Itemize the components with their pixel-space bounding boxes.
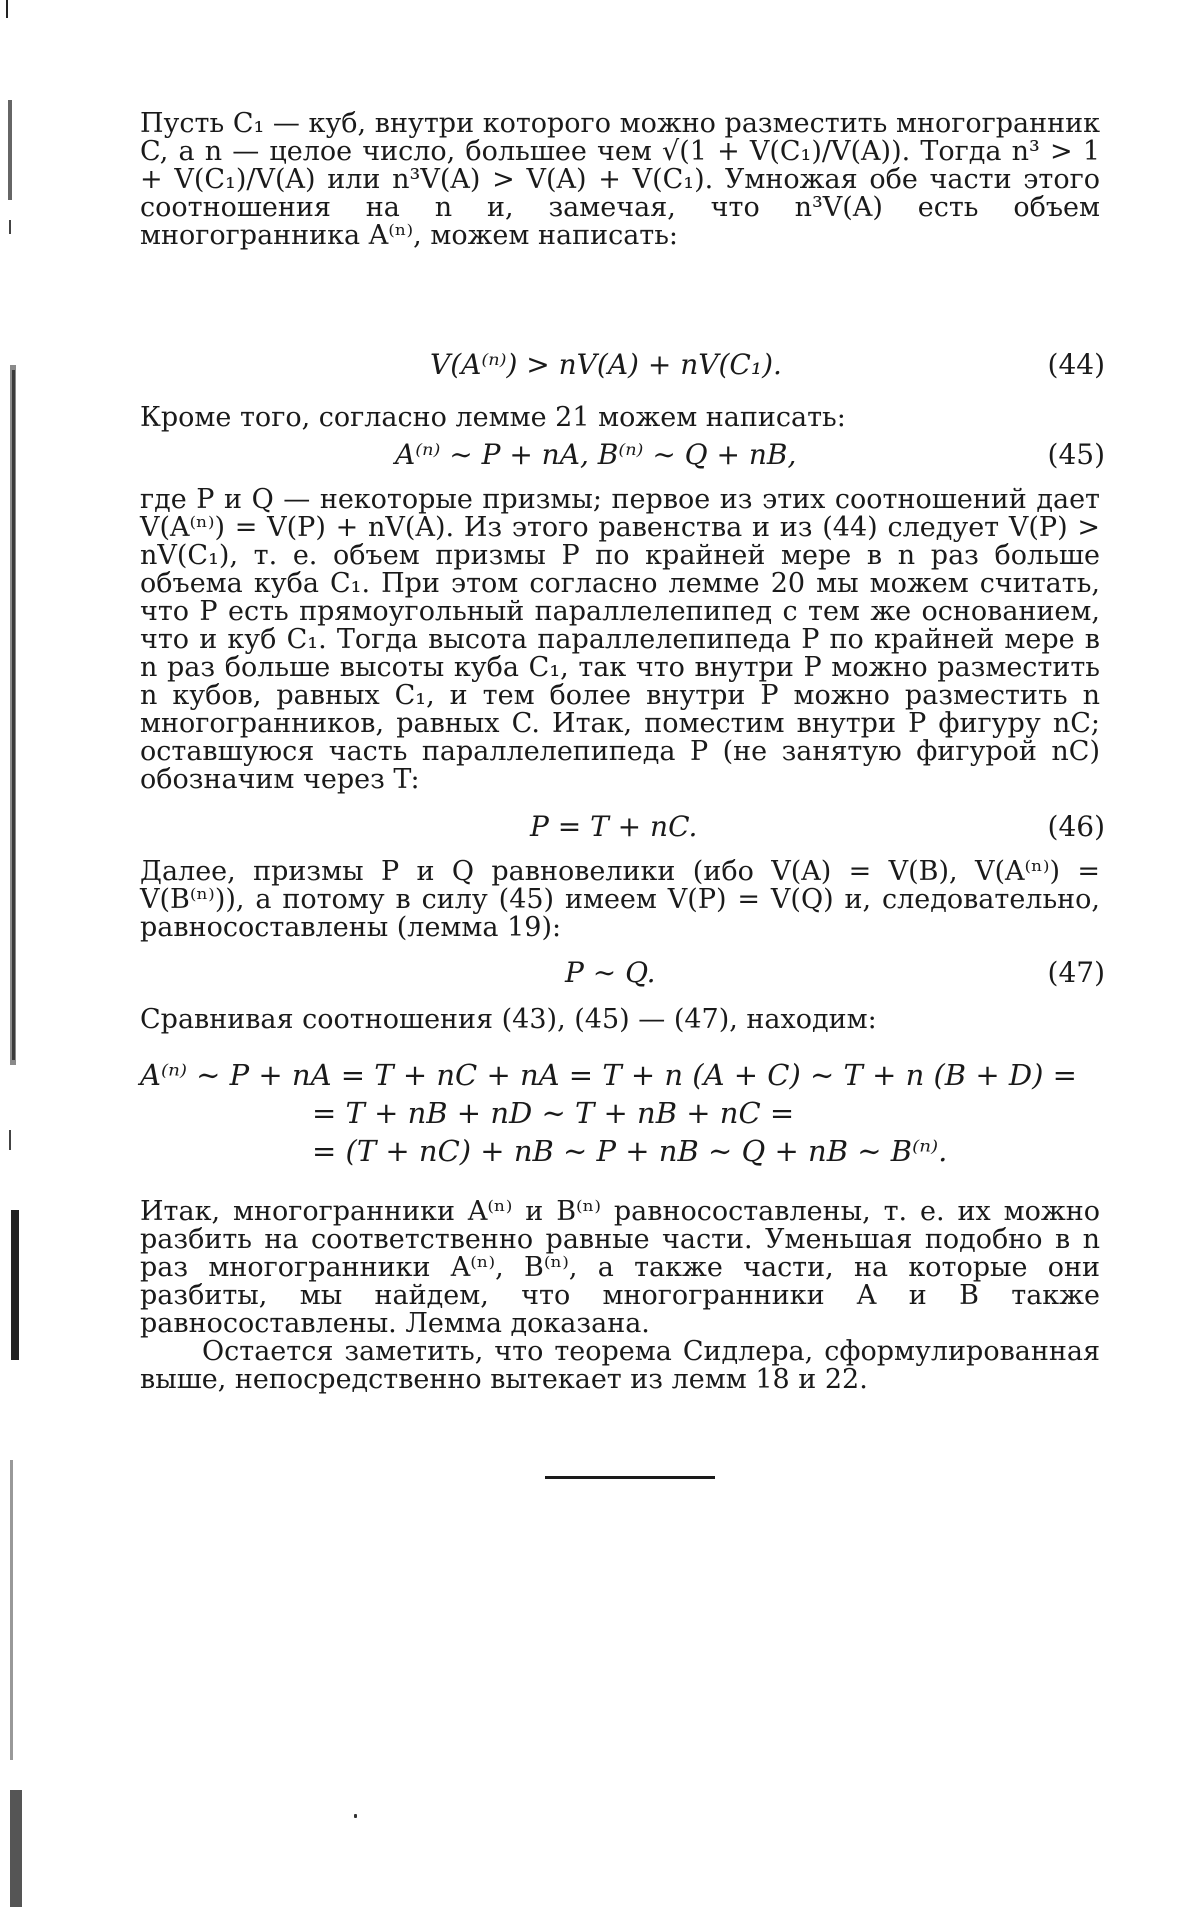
paragraph-6-block <box>140 1198 1100 1338</box>
paragraph-1-block <box>140 110 1100 250</box>
paragraph-5-block <box>140 1006 1100 1034</box>
equation-47-expression: P ∼ Q. <box>565 956 656 989</box>
equation-46-expression: P = T + nC. <box>530 810 698 843</box>
paragraph-4: Далее, призмы P и Q равновелики (ибо V(A) = V(B), V(A⁽ⁿ⁾) = V(B⁽ⁿ⁾)), а потому в силу (45) имеем V(P) = V(Q) и, следовательно, равносоставлены (лемма 19): <box>140 856 1100 943</box>
paragraph-3: где P и Q — некоторые призмы; первое из этих соотношений дает V(A⁽ⁿ⁾) = V(P) + nV(A). Из этого равенства и из (44) следует V(P) > nV(C₁), т. е. объем призмы P по крайней мере в n раз больше объема куба C₁. При этом согласно лемме 20 мы можем считать, что P есть прямоугольный параллелепипед с тем же основанием, что и куб C₁. Тогда высота параллелепипеда P по крайней мере в n раз больше высоты куба C₁, так что внутри P можно разместить n кубов, равных C₁, и тем более внутри P можно разместить n многогранников, равных C. Итак, поместим внутри P фигуру nC; оставшуюся часть параллелепипеда P (не занятую фигурой nC) обозначим через T: <box>140 484 1100 795</box>
binding-edge-decoration <box>0 0 30 1907</box>
paragraph-6: Итак, многогранники A⁽ⁿ⁾ и B⁽ⁿ⁾ равносоставлены, т. е. их можно разбить на соответственно равные части. Уменьшая подобно в n раз многогранники A⁽ⁿ⁾, B⁽ⁿ⁾, а также части, на которые они разбиты, мы найдем, что многогранники A и B также равносоставлены. Лемма доказана. <box>140 1196 1100 1339</box>
equation-44-expression: V(A⁽ⁿ⁾) > nV(A) + nV(C₁). <box>430 348 782 381</box>
paragraph-2-block <box>140 404 1100 432</box>
equivalence-chain <box>140 1058 1100 1178</box>
equation-45-number: (45) <box>1047 438 1105 471</box>
paragraph-7: Остается заметить, что теорема Сидлера, сформулированная выше, непосредственно вытекает из лемм 18 и 22. <box>140 1336 1100 1395</box>
equation-46-number: (46) <box>1047 810 1105 843</box>
paragraph-3-block <box>140 486 1100 794</box>
chain-line-2: = T + nB + nD ∼ T + nB + nC = <box>312 1096 795 1130</box>
paragraph-5: Сравнивая соотношения (43), (45) — (47), находим: <box>140 1004 877 1035</box>
paragraph-1: Пусть C₁ — куб, внутри которого можно разместить многогранник C, а n — целое число, большее чем √(1 + V(C₁)/V(A)). Тогда n³ > 1 + V(C₁)/V(A) или n³V(A) > V(A) + V(C₁). Умножая обе части этого соотношения на n и, замечая, что n³V(A) есть объем многогранника A⁽ⁿ⁾, можем написать: <box>140 108 1100 251</box>
equation-46 <box>140 810 1105 846</box>
chain-line-1: A⁽ⁿ⁾ ∼ P + nA = T + nC + nA = T + n (A + C) ∼ T + n (B + D) = <box>140 1058 1077 1092</box>
chain-line-3: = (T + nC) + nB ∼ P + nB ∼ Q + nB ∼ B⁽ⁿ⁾. <box>312 1134 948 1168</box>
equation-47 <box>140 956 1105 992</box>
paragraph-4-block <box>140 858 1100 942</box>
paragraph-2: Кроме того, согласно лемме 21 можем написать: <box>140 402 846 433</box>
equation-44 <box>140 348 1105 384</box>
section-end-rule <box>545 1476 715 1479</box>
equation-44-number: (44) <box>1047 348 1105 381</box>
equation-45-expression: A⁽ⁿ⁾ ∼ P + nA, B⁽ⁿ⁾ ∼ Q + nB, <box>395 438 797 471</box>
paragraph-7-block <box>140 1338 1100 1394</box>
equation-47-number: (47) <box>1047 956 1105 989</box>
scan-speck <box>354 1814 357 1818</box>
equation-45 <box>140 438 1105 474</box>
